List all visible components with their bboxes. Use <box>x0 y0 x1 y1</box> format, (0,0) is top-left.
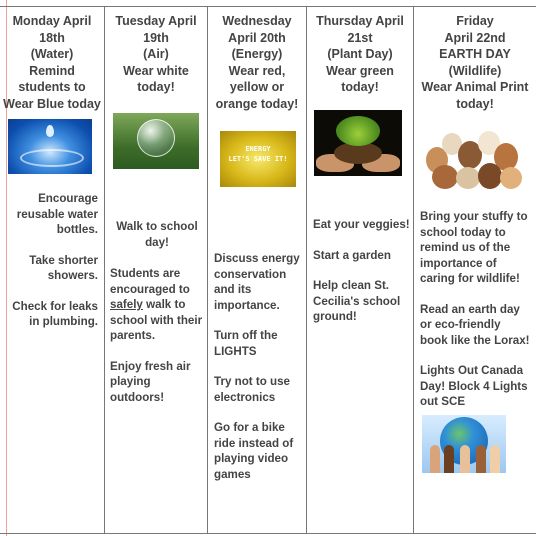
globe-hands-icon <box>422 415 506 473</box>
wednesday-header: Wednesday April 20th (Energy) Wear red, yellow or orange today! <box>215 14 299 111</box>
thursday-body <box>313 217 411 340</box>
energy-picture-subtext: LET'S SAVE IT! <box>228 155 288 163</box>
friday-body <box>420 209 530 425</box>
wednesday-tip: Try not to use electronics <box>214 375 291 404</box>
wednesday-tip: Turn off the LIGHTS <box>214 329 278 358</box>
earth-week-schedule-table <box>0 6 536 534</box>
tuesday-students-after: walk to school with their parents. <box>110 298 203 342</box>
monday-tip: Encourage reusable water bottles. <box>16 192 98 236</box>
friday-tip: Lights Out Canada Day! Block 4 Lights out SCE <box>420 364 528 408</box>
bubble-icon <box>113 113 199 169</box>
wednesday-tip: Discuss energy conservation and its importance. <box>214 252 300 312</box>
friday-tip: Read an earth day or eco-friendly book like the Lorax! <box>420 302 530 347</box>
plant-in-hands-icon <box>314 110 402 176</box>
monday-header: Monday April 18th (Water) Remind students to Wear Blue today <box>3 14 101 111</box>
thursday-tip: Eat your veggies! <box>313 218 410 231</box>
tuesday-students <box>110 266 204 344</box>
friday-header: Friday April 22nd EARTH DAY (Wildlife) Wear Animal Print today! <box>421 14 529 111</box>
tuesday-enjoy: Enjoy fresh air playing outdoors! <box>110 359 191 404</box>
column-tuesday <box>105 7 208 533</box>
energy-icon <box>220 131 296 187</box>
column-monday <box>0 7 105 533</box>
stuffed-animals-icon <box>422 129 524 191</box>
column-wednesday <box>208 7 307 533</box>
column-friday <box>414 7 536 533</box>
energy-picture-text: ENERGY <box>245 145 271 153</box>
tuesday-safely: safely <box>110 298 143 311</box>
wednesday-body <box>214 251 306 497</box>
tuesday-header: Tuesday April 19th (Air) Wear white today! <box>115 14 197 94</box>
tuesday-body <box>110 219 204 420</box>
monday-body <box>3 191 98 345</box>
thursday-tip: Help clean St. Cecilia's school ground! <box>313 279 401 323</box>
wednesday-tip: Go for a bike ride instead of playing video games <box>214 421 294 481</box>
monday-tip: Check for leaks in plumbing. <box>12 299 98 328</box>
thursday-header: Thursday April 21st (Plant Day) Wear green today! <box>316 14 404 94</box>
thursday-tip: Start a garden <box>313 248 391 262</box>
monday-tip: Take shorter showers. <box>29 253 98 282</box>
tuesday-students-before: Students are encouraged to <box>110 267 190 296</box>
column-thursday <box>307 7 414 533</box>
friday-tip: Bring your stuffy to school today to remind us of the importance of caring for wildlife! <box>420 210 528 285</box>
water-drop-icon <box>8 119 92 174</box>
tuesday-walk: Walk to school day! <box>116 220 198 249</box>
